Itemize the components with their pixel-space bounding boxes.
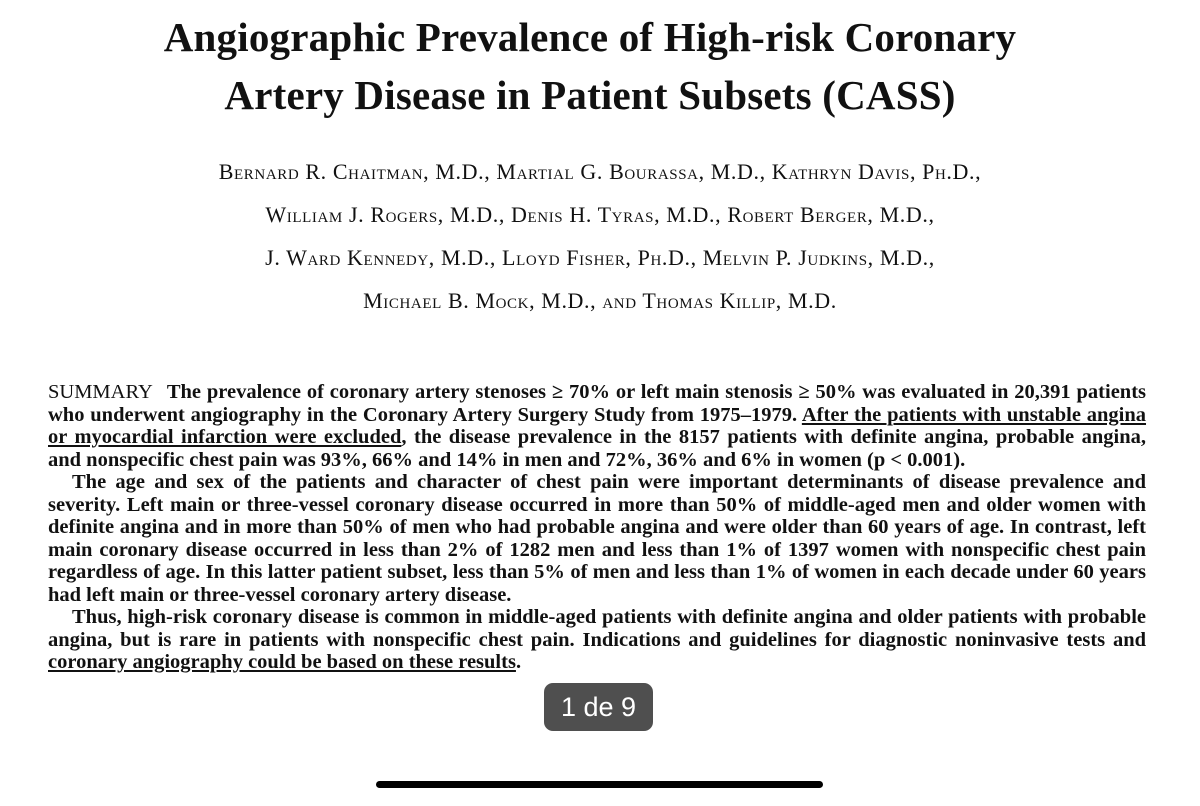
summary-label: SUMMARY: [48, 381, 153, 403]
page-indicator: 1 de 9: [544, 683, 653, 731]
home-indicator-bar[interactable]: [376, 781, 823, 788]
summary-underlined-2: coronary angiography could be based on these results: [48, 651, 516, 673]
article-title: [40, 8, 1140, 124]
summary-section: [48, 381, 1146, 674]
summary-text-3b: .: [515, 651, 522, 673]
author-list: [40, 150, 1160, 322]
author-line-2: William J. Rogers, M.D., Denis H. Tyras, M.D., Robert Berger, M.D.,: [265, 202, 935, 227]
author-line-4: Michael B. Mock, M.D., and Thomas Killip, M.D.: [363, 288, 837, 313]
author-line-3: J. Ward Kennedy, M.D., Lloyd Fisher, Ph.D., Melvin P. Judkins, M.D.,: [265, 245, 935, 270]
summary-text-1b: , the disease prevalence in the 8157 patients with definite angina, probable angina, and nonspecific chest pain was 93%, 66% and 14% in men and 72%, 36% and 6% in women (p < 0.001).: [48, 426, 1146, 471]
article-title-line-2: Artery Disease in Patient Subsets (CASS): [224, 72, 956, 118]
article-title-line-1: Angiographic Prevalence of High-risk Coronary: [163, 14, 1017, 60]
author-line-1: Bernard R. Chaitman, M.D., Martial G. Bourassa, M.D., Kathryn Davis, Ph.D.,: [218, 159, 982, 184]
summary-text-1a: The prevalence of coronary artery stenoses ≥ 70% or left main stenosis ≥ 50% was evaluated in 20,391 patients who underwent angiography in the Coronary Artery Surgery Study from 1975–1979.: [48, 381, 1146, 426]
summary-paragraph-2: The age and sex of the patients and character of chest pain were important determinants of disease prevalence and severity. Left main or three-vessel coronary disease occurred in more than 50% of middle-aged men and older women with definite angina and in more than 50% of men who had probable angina and were older than 60 years of age. In contrast, left main coronary disease occurred in less than 2% of 1282 men and less than 1% of 1397 women with nonspecific chest pain regardless of age. In this latter patient subset, less than 5% of men and less than 1% of women in each decade under 60 years had left main or three-vessel coronary artery disease.: [48, 471, 1146, 606]
summary-text-3a: Thus, high-risk coronary disease is common in middle-aged patients with definite angina and older patients with probable angina, but is rare in patients with nonspecific chest pain. Indications and guidelines for diagnostic noninvasive tests and: [48, 606, 1146, 651]
summary-paragraph-1: [48, 381, 1146, 471]
summary-underlined-1: After the patients with unstable angina or myocardial infarction were excluded: [48, 403, 1147, 448]
summary-paragraph-3: [48, 606, 1146, 674]
